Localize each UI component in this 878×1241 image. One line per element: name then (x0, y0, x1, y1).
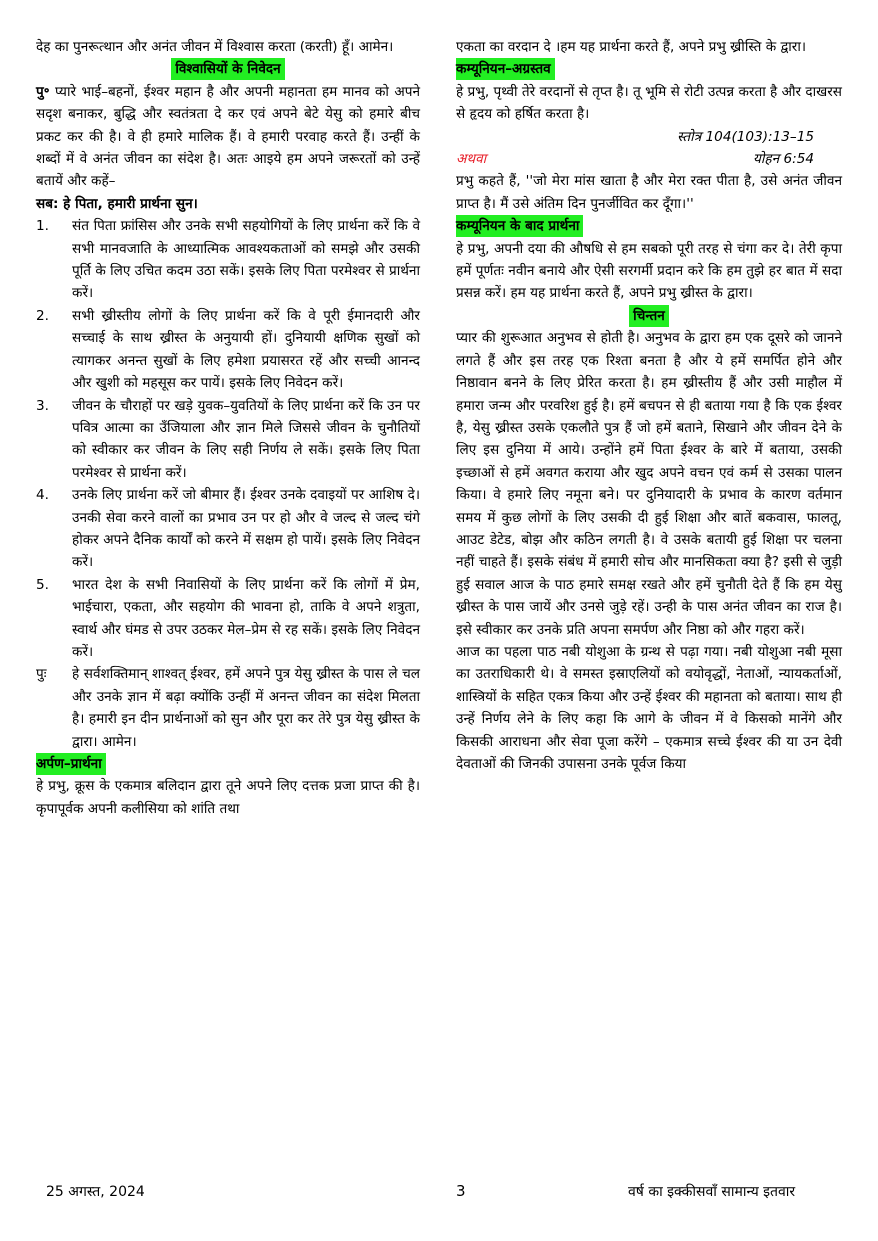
or-label: अथवा (456, 151, 487, 168)
offertory-heading: अर्पण–प्रार्थना (36, 753, 106, 775)
john-reference: योहन 6:54 (752, 151, 814, 168)
footer-date: 25 अगस्त, 2024 (46, 1184, 145, 1200)
petition-item: 5. भारत देश के सभी निवासियों के लिए प्रार्थना करें कि लोगों में प्रेम, भाईचारा, एकता, और सहयोग की भावना हो, ताकि वे अपने शत्रुता, स्वार्थ और घंमड से उपर उठकर मेल–प्रेम से रह सकें। इसके लिए निवेदन करें। (36, 576, 420, 660)
petition-item: 1. संत पिता फ्रांसिस और उनके सभी सहयोगियों के लिए प्रार्थना करें कि वे सभी मानवजाति के आध्यात्मिक आवश्यकताओं को समझे और उसकी पूर्ति के लिए उचित कदम उठा सकें। इसके लिए पिता परमेश्वर से प्रार्थना करें। (36, 218, 420, 302)
footer-title: वर्ष का इक्कीसवाँ सामान्य इतवार (628, 1184, 796, 1200)
left-column (36, 36, 420, 820)
petition-item: 3. जीवन के चौराहों पर खड़े युवक–युवतियों के लिए प्रार्थना करें कि उन पर पवित्र आत्मा का उँजियाला और ज्ञान मिले जिससे जीवन के चुनौतियों को स्वीकार कर जीवन के लिए सही निर्णय ले सकें। इसके लिए पिता परमेश्वर से प्रार्थना करें। (36, 397, 420, 481)
closing-prayer: पुः हे सर्वशक्तिमान् शाश्वत् ईश्वर, हमें अपने पुत्र येसु ख्रीस्त के पास ले चल और उनके ज्ञान में बढ़ा क्योंकि उन्हीं में अनन्त जीवन का संदेश मिलता है। हमारी इन दीन प्रार्थनाओं को सुन और पूरा कर तेरे पुत्र येसु ख्रीस्त के द्वारा। आमेन। (36, 663, 420, 753)
page-number: 3 (456, 1182, 466, 1200)
congregation-response: सब: हे पिता, हमारी प्रार्थना सुन। (36, 195, 198, 212)
psalm-reference: स्तोत्र 104(103):13–15 (677, 128, 814, 145)
faithful-prayers-heading: विश्वासियों के निवेदन (171, 58, 284, 80)
offertory-prayer-continued: एकता का वरदान दे ।हम यह प्रार्थना करते हैं, अपने प्रभु ख्रीस्ति के द्वारा। (456, 39, 807, 55)
communion-antiphon-heading: कम्यूनियन–अग्रस्तव (456, 58, 555, 80)
reflection-paragraph: प्यार की शुरूआत अनुभव से होती है। अनुभव के द्वारा हम एक दूसरे को जानने लगते हैं और इस तरह एक रिश्ता बनता है और ये हमें समर्पित होने और निष्ठावान बनने के लिए प्रेरित करता है। हम ख्रीस्तीय हैं और उसी माहौल में हमारा जन्म और परवरिश हुई है। हमें बचपन से ही बताया गया है कि एक ईश्वर है, येसु ख्रीस्त उसके एकलौते पुत्र हैं जो हमें बताने, सिखाने और जीवन देने के लिए इस दुनिया में आये। उन्होंने हमें पिता ईश्वर के बारे में बताया, उसकी इच्छाओं से हमें अवगत कराया और खुद अपने वचन एवं कर्म से उसका पालन किया। वे हमारे लिए नमूना बने। पर दुनियादारी के प्रभाव के कारण वर्तमान समय में कुछ लोगों के लिए उसकी दी हुई शिक्षा और बातें बकवास, फालतू, आउट डेटेड, बोझ और कठिन लगती है। वे उसके बतायी हुई शिक्षा पर चलना नहीं चाहते हैं। इसके संबंध में हमारी सोच और मानसिकता क्या है? इसी से जुड़ी हुई सवाल आज के पाठ हमारे समक्ष रखते और हमें चुनौती देते हैं कि हम येसु ख्रीस्त के पास जायें और उनसे जुड़े रहें। उन्ही के पास अनंत जीवन का राज है। इसे स्वीकार कर उनके प्रति अपना समर्पण और निष्ठा को और गहरा करें। (456, 330, 842, 638)
creed-ending: देह का पुनरूत्थान और अनंत जीवन में विश्वास करता (करती) हूँ। आमेन। (36, 39, 394, 55)
petition-item: 2. सभी ख्रीस्तीय लोगों के लिए प्रार्थना करें कि वे पूरी ईमानदारी और सच्चाई के साथ ख्रीस्त के अनुयायी हों। दुनियायी क्षणिक सुखों को त्यागकर अनन्त सुखों के लिए हमेशा प्रयासरत रहें और सच्ची आनन्द और खुशी को महसूस कर पायें। इसके लिए निवेदन करें। (36, 307, 420, 392)
closing-prefix: पुः (36, 666, 47, 683)
right-column (456, 36, 842, 775)
leader-introduction: पु॰ प्यारे भाई–बहनों, ईश्वर महान है और अपनी महानता हम मानव को अपने सदृश बनाकर, बुद्धि और स्वतंत्रता दे कर एवं अपने बेटे येसु को हमारे बीच प्रकट कर की है। वे ही हमारे मालिक हैं। वे हमारी परवाह करते हैं। उन्हीं के शब्दों में वे अनंत जीवन का संदेश है। अतः आइये हम अपने जरूरतों को उन्हें बतायें और कहें– (36, 83, 420, 190)
communion-antiphon-alternate: प्रभु कहते हैं, ''जो मेरा मांस खाता है और मेरा रक्त पीता है, उसे अनंत जीवन प्राप्त है। मैं उसे अंतिम दिन पुनर्जीवित कर दूँगा।'' (456, 173, 842, 212)
reflection-heading: चिन्तन (629, 305, 669, 327)
post-communion-heading: कम्यूनियन के बाद प्रार्थना (456, 215, 583, 237)
post-communion-prayer: हे प्रभु, अपनी दया की औषधि से हम सबको पूरी तरह से चंगा कर दे। तेरी कृपा हमें पूर्णतः नवीन बनाये और ऐसी सरगर्मी प्रदान करे कि हम तुझे हर बात में सदा प्रसन्न करें। हम यह प्रार्थना करते हैं, अपने प्रभु ख्रीस्त के द्वारा। (456, 240, 842, 302)
petition-item: 4. उनके लिए प्रार्थना करें जो बीमार हैं। ईश्वर उनके दवाइयों पर आशिष दे। उनकी सेवा करने वालों का प्रभाव उन पर हो और वे जल्द से जल्द चंगे होकर अपने दैनिक कार्यों को करने में सक्षम हो पायें। इसके लिए निवेदन करें। (36, 487, 420, 571)
reflection-paragraph: आज का पहला पाठ नबी योशुआ के ग्रन्थ से पढ़ा गया। नबी योशुआ नबी मूसा का उतराधिकारी थे। वे समस्त इस्राएलियों को वयोवृद्धों, नेताओं, न्यायकर्ताओं, शास्त्रियों के सहित एकत्र किया और उन्हें ईश्वर की महानता को बताया। साथ ही उन्हें निर्णय लेने के लिए कहा कि आगे के जीवन में वे किसको मानेंगे और किसकी आराधना और सेवा पूजा करेंगे – एकमात्र सच्चे ईश्वर की या उन देवी देवताओं की जिनकी उपासना उनके पूर्वज किया (456, 643, 842, 772)
petitions-list (36, 215, 420, 663)
leader-prefix: पु॰ (36, 83, 50, 100)
offertory-prayer: हे प्रभु, क्रूस के एकमात्र बलिदान द्वारा तूने अपने लिए दत्तक प्रजा प्राप्त की है। कृपापूर्वक अपनी कलीसिया को शांति तथा (36, 778, 420, 817)
communion-antiphon: हे प्रभु, पृथ्वी तेरे वरदानों से तृप्त है। तू भूमि से रोटी उत्पन्न करता है और दाखरस से हृदय को हर्षित करता है। (456, 83, 842, 123)
